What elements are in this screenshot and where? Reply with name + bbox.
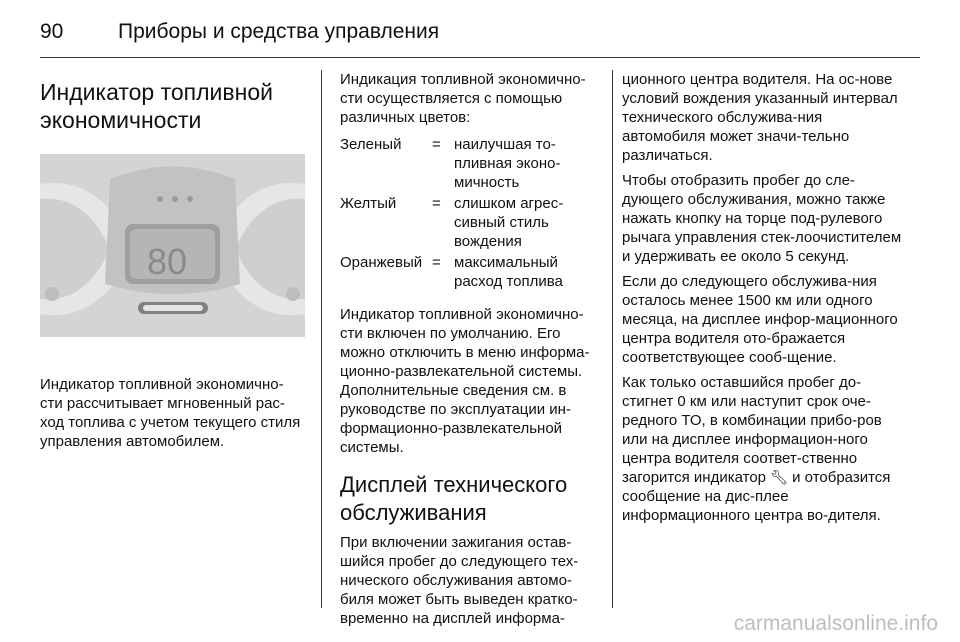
equals-sign: = — [432, 195, 441, 212]
heading-line-1: Дисплей технического — [340, 472, 568, 497]
color-definition-row — [340, 194, 602, 251]
color-description: максимальный расход топлива — [454, 254, 563, 290]
watermark: carmanualsonline.info — [733, 612, 938, 635]
color-description: наилучшая то-пливная эконо-мичность — [454, 136, 561, 191]
color-indication-intro: Индикация топливной экономично-сти осуществляется с помощью различных цветов: — [340, 71, 586, 126]
heading-line-2: экономичности — [40, 107, 202, 133]
instrument-cluster-figure — [40, 154, 305, 337]
color-description: слишком агрес-сивный стиль вождения — [454, 195, 564, 250]
service-due-paragraph — [622, 373, 907, 525]
service-due-text-start: Как только оставшийся пробег до-стигнет 0 км или наступит срок оче-редного ТО, в комбинации прибо-ров или на дисплее информацион-ного центра водителя соответ-ственно загорится индикатор — [622, 374, 882, 486]
figure-caption: Индикатор топливной экономично-сти рассчитывает мгновенный рас-ход топлива с учетом текущего стиля управления автомобилем. — [40, 376, 301, 450]
color-definition-list — [340, 135, 602, 291]
column-1 — [40, 78, 305, 457]
indicator-default-paragraph: Индикатор топливной экономично-сти включен по умолчанию. Его можно отключить в меню информа-ционно-развлекательной системы. Дополнительные сведения см. в руководстве по эксплуатации ин-формационно-развлекательной системы. — [340, 306, 590, 456]
show-mileage-paragraph: Чтобы отобразить пробег до сле-дующего обслуживания, можно также нажать кнопку на торце под-рулевого рычага управления стек-лоочистителем и удерживать ее около 5 секунд. — [622, 172, 902, 265]
color-definition-row — [340, 135, 602, 192]
service-interval-paragraph: ционного центра водителя. На ос-нове условий вождения указанный интервал технического обслужива-ния автомобиля может значи-тельно различаться. — [622, 71, 898, 164]
service-display-paragraph: При включении зажигания остав-шийся пробег до следующего тех-нического обслуживания автомо-биля может быть выведен кратко-временно на дисплей информа- — [340, 534, 579, 627]
header-rule — [40, 57, 920, 58]
color-term: Оранжевый — [340, 254, 423, 271]
column-2 — [340, 70, 602, 634]
color-term: Зеленый — [340, 136, 402, 153]
instrument-cluster-illustration — [40, 154, 305, 337]
speed-readout: 80 — [147, 241, 188, 282]
equals-sign: = — [432, 254, 441, 271]
running-title: Приборы и средства управления — [118, 20, 440, 43]
page-number: 90 — [40, 20, 64, 43]
heading-line-2: обслуживания — [340, 500, 487, 525]
service-warning-paragraph: Если до следующего обслужива-ния осталось менее 1500 км или одного месяца, на дисплее инфор-мационного центра водителя ото-бражается соответствующее сооб-щение. — [622, 273, 898, 366]
column-divider-2 — [612, 70, 613, 608]
column-3 — [622, 70, 907, 531]
color-definition-row — [340, 253, 602, 291]
wrench-icon: 🔧︎ — [770, 469, 788, 485]
section-heading-fuel-economy — [40, 78, 305, 134]
column-divider-1 — [321, 70, 322, 608]
section-heading-service-display — [340, 471, 602, 527]
heading-line-1: Индикатор топливной — [40, 79, 273, 105]
color-term: Желтый — [340, 195, 397, 212]
equals-sign: = — [432, 136, 441, 153]
service-due-text-end: и отобразится сообщение на дис-плее информационного центра во-дителя. — [622, 469, 891, 524]
page-header — [40, 12, 920, 52]
